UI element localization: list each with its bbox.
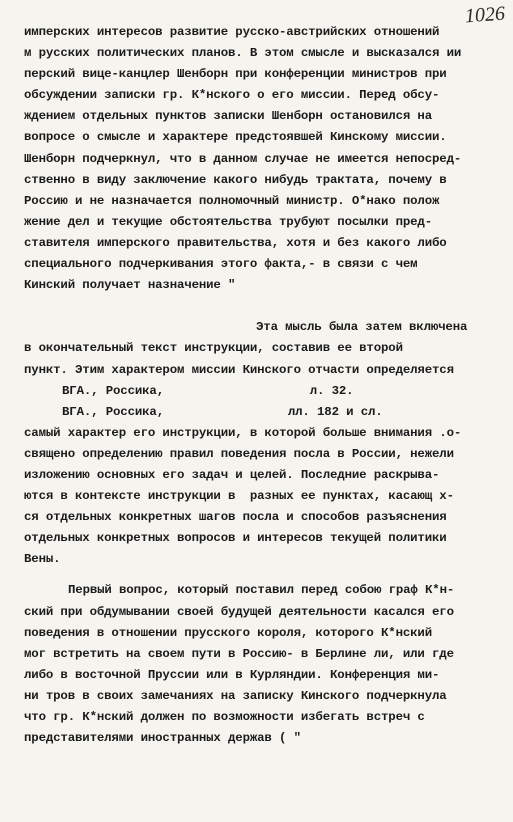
text-line: либо в восточной Пруссии или в Курляндии. Конференция ми-	[24, 667, 440, 682]
text-line: ственно в виду заключение какого нибудь трактата, почему в	[24, 172, 447, 187]
text-line: ся отдельных конкретных шагов посла и способов разъяснения	[24, 510, 447, 525]
text-line: специального подчеркивания этого факта,- в связи с чем	[24, 257, 418, 272]
text-line: отдельных конкретных вопросов и интересов текущей политики	[24, 531, 447, 546]
document-text	[24, 22, 506, 749]
text-line: в окончательный текст инструкции, составив ее второй	[24, 341, 403, 356]
text-line: ются в контексте инструкции в разных ее пунктах, касающ х-	[24, 489, 454, 504]
text-line: самый характер его инструкции, в которой больше внимания .о-	[24, 425, 462, 440]
text-line: ский при обдумывании своей будущей деятельности касался его	[24, 604, 454, 619]
text-line: Кинский получает назначение "	[24, 278, 236, 293]
text-line: Эта мысль была затем включена	[256, 320, 468, 335]
text-line: представителями иностранных держав ( "	[24, 731, 301, 746]
text-line: что гр. К*нский должен по возможности избегать встреч с	[24, 710, 425, 724]
text-line: м русских политических планов. В этом смысле и высказался ии	[24, 46, 462, 61]
blank-line	[24, 570, 506, 580]
footnote-ref: ВГА., Россика, л. 32.	[62, 383, 354, 398]
text-line: обсуждении записки гр. К*нского о его миссии. Перед обсу-	[24, 88, 440, 103]
text-line: поведения в отношении прусского короля, которого К*нский	[24, 625, 432, 640]
text-line: перский вице-канцлер Шенборн при конференции министров при	[24, 67, 447, 82]
text-line: мог встретить на своем пути в Россию- в Берлине ли, или где	[24, 646, 454, 661]
text-line: изложению основных его задач и целей. Последние раскрыва-	[24, 467, 440, 482]
text-line: ни тров в своих замечаниях на записку Кинского подчеркнула	[24, 688, 447, 703]
text-line: ставителя имперского правительства, хотя и без какого либо	[24, 235, 447, 250]
footnote-ref: ВГА., Россика, лл. 182 и сл.	[62, 404, 383, 419]
text-line: Шенборн подчеркнул, что в данном случае не имеется непосред-	[24, 151, 462, 166]
text-line: Россию и не назначается полномочный министр. О*нако полож	[24, 193, 440, 208]
text-line: имперских интересов развитие русско-австрийских отношений	[24, 25, 440, 39]
blank-line	[24, 296, 506, 317]
text-line: священо определению правил поведения посла в России, нежели	[24, 446, 454, 461]
text-line: ждением отдельных пунктов записки Шенборн остановился на	[24, 109, 432, 124]
text-line: жение дел и текущие обстоятельства трубуют посылки пред-	[24, 214, 432, 229]
text-line: Первый вопрос, который поставил перед собою граф К*н-	[68, 583, 455, 598]
text-line: Вены.	[24, 552, 61, 567]
text-line: вопросе о смысле и характере предстоявшей Кинскому миссии.	[24, 130, 447, 145]
text-line: пункт. Этим характером миссии Кинского отчасти определяется	[24, 362, 454, 377]
page-number: 1026	[464, 2, 506, 28]
